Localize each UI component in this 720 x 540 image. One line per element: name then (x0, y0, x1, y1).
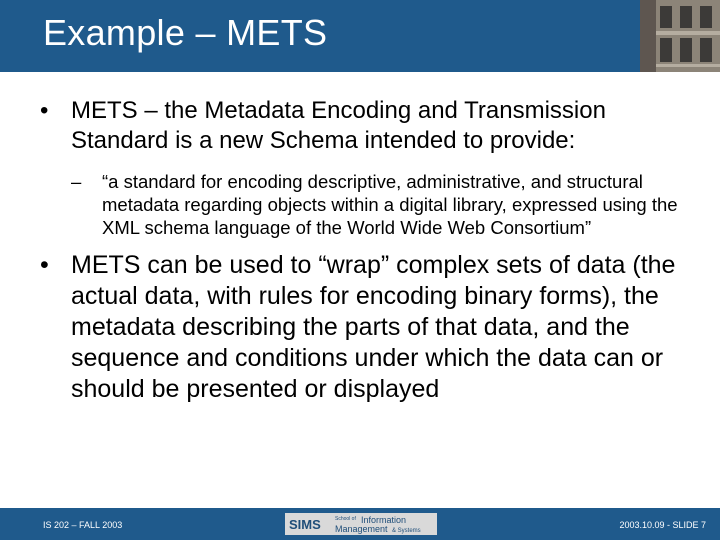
course-label: IS 202 – FALL 2003 (43, 520, 123, 530)
bullet-text: METS can be used to “wrap” complex sets of data (the actual data, with rules for encoding binary forms), the metadata describing the parts of that data, and the sequence and conditions under which the data can or should be presented or displayed (71, 251, 676, 403)
bullet-item (40, 96, 700, 156)
logo-sims: SIMS (289, 517, 321, 532)
logo-information: Information (361, 515, 407, 525)
bullet-item (40, 250, 700, 405)
bullet-marker: • (40, 251, 49, 279)
bullet-text: METS – the Metadata Encoding and Transmission Standard is a new Schema intended to provide: (71, 97, 606, 154)
logo-school-of: School of (335, 516, 356, 522)
sub-bullet-text: “a standard for encoding descriptive, administrative, and structural metadata regarding objects within a digital library, expressed using the XML schema language of the World Wide Web Consortium” (102, 171, 678, 238)
sims-logo (285, 513, 437, 535)
slide-number-label: 2003.10.09 - SLIDE 7 (619, 520, 706, 530)
sub-bullet-item (40, 170, 700, 239)
sub-bullet-marker: – (71, 171, 82, 192)
building-photo (640, 0, 720, 72)
slide-body (40, 96, 700, 405)
logo-management: Management (335, 524, 388, 534)
logo-systems: & Systems (392, 528, 421, 534)
title-bar (0, 0, 720, 72)
bullet-marker: • (40, 97, 49, 124)
slide-title: Example – METS (43, 12, 328, 53)
